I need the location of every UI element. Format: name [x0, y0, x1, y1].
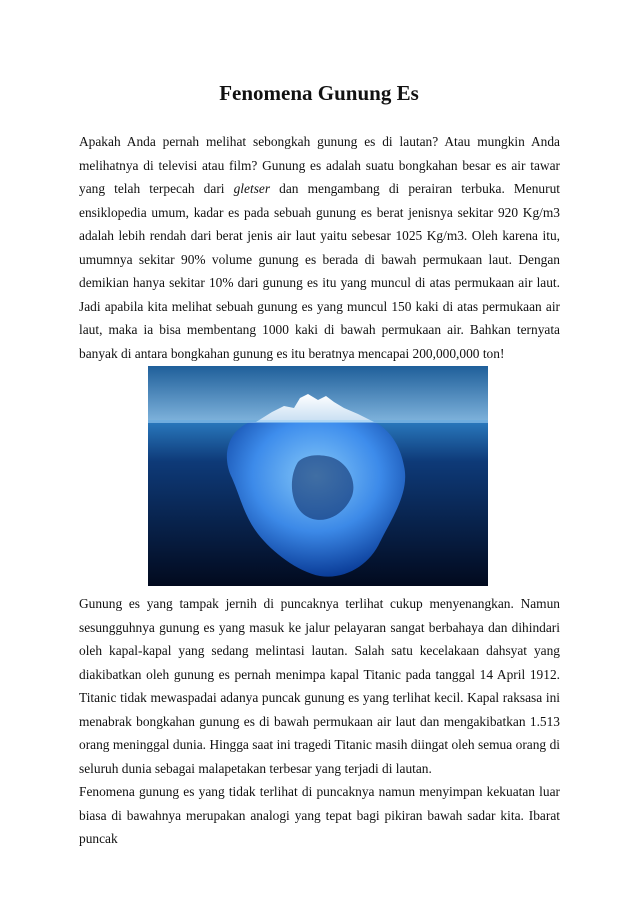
- italic-term-gletser: gletser: [233, 181, 271, 196]
- water-surface-line: [148, 420, 488, 423]
- iceberg-image: [148, 366, 488, 586]
- paragraph-analogy: Fenomena gunung es yang tidak terlihat di puncaknya namun menyimpan kekuatan luar biasa di bawahnya merupakan analogi yang tepat bagi pikiran bawah sadar kita. Ibarat puncak: [79, 784, 560, 846]
- document-title: Fenomena Gunung Es: [219, 81, 419, 105]
- iceberg-illustration: [148, 366, 488, 586]
- paragraph-intro: [79, 130, 560, 365]
- paragraph-intro-text-2: dan mengambang di perairan terbuka. Menurut ensiklopedia umum, kadar es pada sebuah gunung es berat jenisnya sekitar 920 Kg/m3 adalah lebih rendah dari berat jenis air laut yaitu sebesar 1025 Kg/m3. Oleh karena itu, umumnya sekitar 90% volume gunung es berada di bawah permukaan laut. Dengan demikian hanya sekitar 10% dari gunung es itu yang muncul di atas permukaan air laut. Jadi apabila kita melihat sebuah gunung es yang muncul 150 kaki di atas permukaan air laut, maka ia bisa membentang 1000 kaki di bawah permukaan air. Bahkan ternyata banyak di antara bongkahan gunung es itu beratnya mencapai 200,000,000 ton!: [79, 181, 561, 361]
- paragraph-intro-text-1: Apakah Anda pernah melihat sebongkah gunung es di lautan? Atau mungkin Anda melihatnya di televisi atau film? Gunung es adalah suatu bongkahan besar es air tawar yang telah terpecah dari: [79, 134, 560, 196]
- paragraph-titanic: Gunung es yang tampak jernih di puncaknya terlihat cukup menyenangkan. Namun sesungguhnya gunung es yang masuk ke jalur pelayaran sangat berbahaya dan dihindari oleh kapal-kapal yang sedang melintasi lautan. Salah satu kecelakaan dahsyat yang diakibatkan oleh gunung es pernah menimpa kapal Titanic pada tanggal 14 April 1912. Titanic tidak mewaspadai adanya puncak gunung es yang terlihat kecil. Kapal raksasa ini menabrak bongkahan gunung es di bawah permukaan air laut dan mengakibatkan 1.513 orang meninggal dunia. Hingga saat ini tragedi Titanic masih diingat oleh semua orang di seluruh dunia sebagai malapetakan terbesar yang terjadi di lautan.: [79, 596, 560, 776]
